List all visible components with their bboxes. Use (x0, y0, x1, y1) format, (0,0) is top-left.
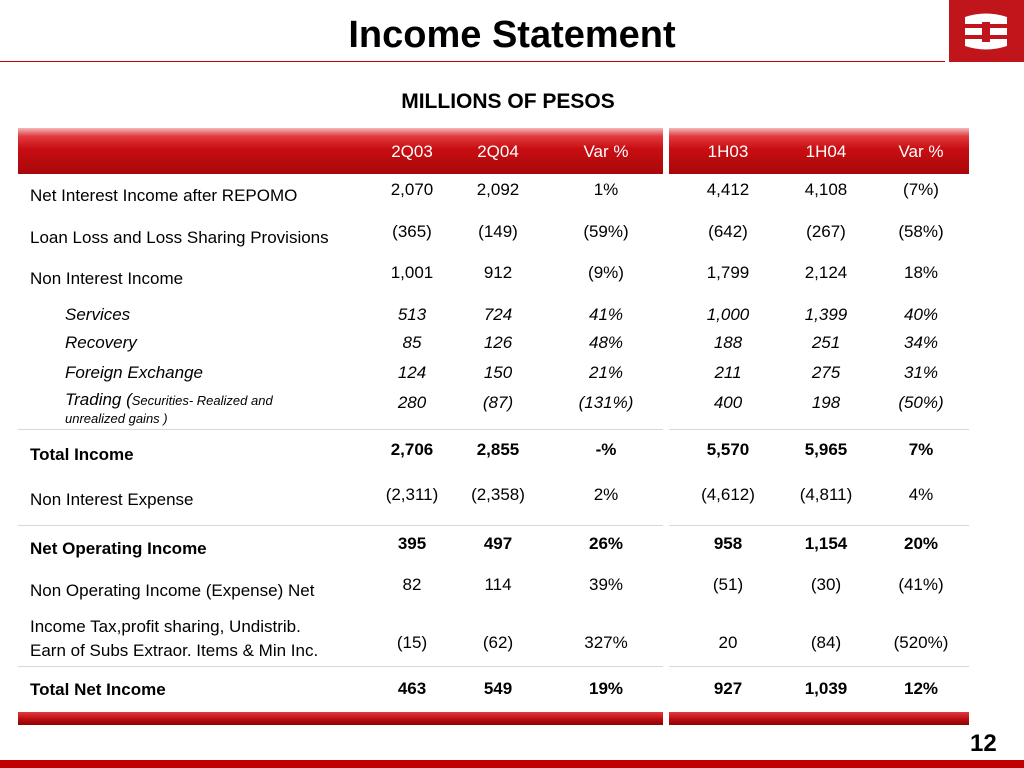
column-header-2q03: 2Q03 (391, 142, 433, 161)
row-label-recovery: Recovery (65, 333, 137, 352)
table-cell: 150 (483, 363, 513, 382)
subtitle: MILLIONS OF PESOS (401, 90, 615, 113)
table-cell: (365) (392, 222, 432, 241)
row-label-net-operating-income: Net Operating Income (30, 539, 207, 558)
row-divider (669, 429, 969, 430)
table-cell: 85 (402, 333, 422, 352)
column-header-1h04: 1H04 (805, 142, 847, 161)
table-cell: (131%) (578, 393, 634, 412)
table-cell: 7% (908, 440, 934, 459)
row-divider (669, 525, 969, 526)
table-cell: 20% (903, 534, 939, 553)
footer-band-right (669, 712, 969, 725)
table-cell: (62) (482, 633, 514, 652)
table-cell: 211 (714, 363, 742, 382)
footer-band-left (18, 712, 663, 725)
table-cell: 280 (397, 393, 427, 412)
table-cell: 513 (397, 305, 427, 324)
row-label-non-interest-income: Non Interest Income (30, 269, 184, 288)
table-cell: 39% (588, 575, 624, 594)
row-label-non-interest-expense: Non Interest Expense (30, 490, 194, 509)
table-cell: (15) (396, 633, 428, 652)
table-cell: (520%) (893, 633, 949, 652)
column-header-var-h: Var % (898, 142, 944, 161)
table-cell: (267) (806, 222, 846, 241)
table-cell: 34% (903, 333, 939, 352)
table-cell: 1,000 (706, 305, 750, 324)
table-cell: 395 (397, 534, 427, 553)
table-cell: (2,311) (385, 485, 439, 504)
table-cell: 188 (713, 333, 743, 352)
table-cell: 21% (588, 363, 624, 382)
row-divider (669, 666, 969, 667)
table-cell: 82 (402, 575, 422, 594)
trading-label-note-line2: unrealized gains ) (65, 411, 168, 426)
row-label-income-tax-line1: Income Tax,profit sharing, Undistrib. (30, 617, 301, 636)
table-cell: 1,799 (706, 263, 750, 282)
table-cell: (4,811) (799, 485, 853, 504)
table-cell: 327% (584, 633, 628, 652)
table-cell: 41% (588, 305, 624, 324)
table-cell: (51) (712, 575, 744, 594)
table-cell: (7%) (903, 180, 939, 199)
table-cell: (30) (810, 575, 842, 594)
table-cell: 958 (713, 534, 743, 553)
table-cell: 40% (903, 305, 939, 324)
table-cell: 1,399 (804, 305, 848, 324)
table-cell: 2,855 (476, 440, 520, 459)
table-cell: 1,039 (804, 679, 848, 698)
table-cell: -% (595, 440, 617, 459)
table-cell: 400 (713, 393, 743, 412)
table-cell: (149) (478, 222, 518, 241)
title-divider (0, 61, 945, 62)
table-cell: 549 (483, 679, 513, 698)
table-cell: (9%) (588, 263, 624, 282)
slide-title: Income Statement (348, 14, 676, 56)
table-cell: 20 (718, 633, 738, 652)
trading-label-main: Trading ( (65, 390, 132, 409)
row-divider (18, 429, 663, 430)
row-label-services: Services (65, 305, 131, 324)
table-cell: 4,412 (706, 180, 750, 199)
row-label-net-interest-income: Net Interest Income after REPOMO (30, 186, 298, 205)
column-header-1h03: 1H03 (707, 142, 749, 161)
bank-logo-icon (949, 0, 1024, 62)
table-cell: 48% (588, 333, 624, 352)
table-cell: 2% (593, 485, 619, 504)
row-label-total-income: Total Income (30, 445, 134, 464)
table-cell: 463 (397, 679, 427, 698)
table-cell: 2,070 (390, 180, 434, 199)
row-divider (18, 666, 663, 667)
table-cell: 912 (483, 263, 513, 282)
row-label-trading (65, 390, 273, 410)
column-header-2q04: 2Q04 (477, 142, 519, 161)
table-cell: 497 (483, 534, 513, 553)
table-cell: (4,612) (701, 485, 755, 504)
table-cell: (87) (482, 393, 514, 412)
table-cell: 114 (484, 575, 512, 594)
table-cell: 18% (903, 263, 939, 282)
table-cell: 19% (588, 679, 624, 698)
page-number: 12 (970, 730, 997, 757)
row-label-non-operating-income: Non Operating Income (Expense) Net (30, 581, 315, 600)
table-cell: 1,154 (804, 534, 848, 553)
column-header-var-q: Var % (583, 142, 629, 161)
table-cell: (642) (708, 222, 748, 241)
table-cell: 5,965 (804, 440, 848, 459)
table-cell: 1% (593, 180, 619, 199)
row-label-total-net-income: Total Net Income (30, 680, 166, 699)
bottom-accent-bar (0, 760, 1024, 768)
table-cell: 4,108 (804, 180, 848, 199)
table-cell: 724 (483, 305, 513, 324)
table-cell: (58%) (898, 222, 944, 241)
table-cell: 2,092 (476, 180, 520, 199)
table-cell: (41%) (898, 575, 944, 594)
table-cell: 4% (908, 485, 934, 504)
table-cell: 2,124 (804, 263, 848, 282)
table-cell: 26% (588, 534, 624, 553)
table-cell: 927 (713, 679, 743, 698)
table-cell: 12% (903, 679, 939, 698)
table-cell: (84) (810, 633, 842, 652)
table-cell: 275 (811, 363, 841, 382)
table-cell: 2,706 (390, 440, 434, 459)
bank-logo (949, 0, 1024, 62)
table-cell: 124 (397, 363, 427, 382)
table-cell: 31% (903, 363, 939, 382)
table-cell: (59%) (583, 222, 629, 241)
row-label-foreign-exchange: Foreign Exchange (65, 363, 203, 382)
row-label-income-tax-line2: Earn of Subs Extraor. Items & Min Inc. (30, 641, 319, 660)
table-cell: 198 (811, 393, 841, 412)
row-label-loan-loss: Loan Loss and Loss Sharing Provisions (30, 228, 329, 247)
table-cell: 1,001 (390, 263, 434, 282)
table-cell: 126 (483, 333, 513, 352)
row-divider (18, 525, 663, 526)
table-cell: (50%) (898, 393, 944, 412)
trading-label-note: Securities- Realized and (131, 393, 273, 408)
table-cell: 5,570 (706, 440, 750, 459)
table-cell: 251 (811, 333, 841, 352)
table-cell: (2,358) (471, 485, 525, 504)
